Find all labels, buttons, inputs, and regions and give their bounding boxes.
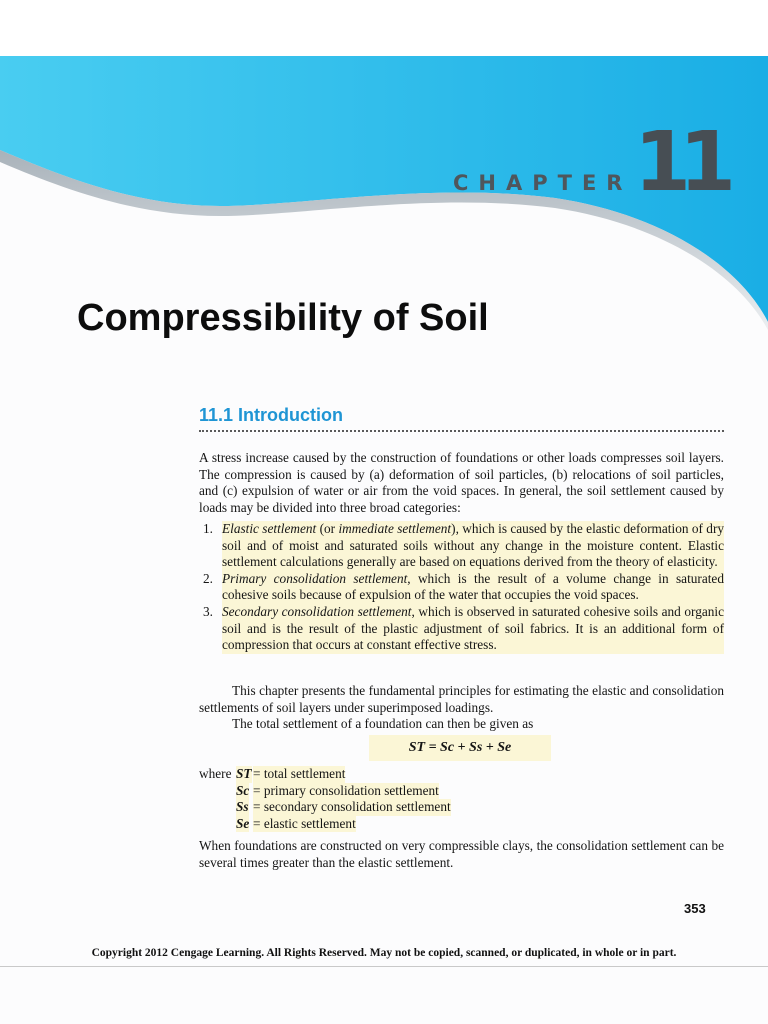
definition-symbol: Se [236, 815, 250, 831]
definition-symbol: Sc [236, 782, 250, 798]
list-item-number: 3. [203, 603, 213, 619]
list-item-description: , which is the result of a volume change in saturated cohesive soils because of expulsion of the water that occupies the void spaces. [222, 570, 724, 603]
chapter-title: Compressibility of Soil [77, 297, 489, 339]
where-label: where [199, 766, 232, 781]
definition-text: = primary consolidation settlement [253, 782, 439, 798]
paragraph-total-settlement: The total settlement of a foundation can then be given as [232, 716, 534, 731]
list-item-term: Primary consolidation settlement [222, 570, 408, 586]
intro-paragraph: A stress increase caused by the construction of foundations or other loads compresses soil layers. The compression is caused by (a) deformation of soil particles, (b) relocations of soil particles, and (c) expulsion of water or air from the void spaces. In general, the soil settlement caused by loads may be divided into three broad categories: [199, 450, 724, 515]
definition-text: = elastic settlement [253, 815, 356, 831]
list-item-text [222, 571, 724, 604]
list-item-description: , which is caused by the elastic deformation of dry soil and of moist and saturated soils without any change in the moisture content. Elastic settlement calculations generally are based on equations derived from the theory of elasticity. [222, 521, 725, 570]
list-item-term: Secondary consolidation settlement [222, 603, 412, 619]
paragraph-chapter-scope: This chapter presents the fundamental principles for estimating the elastic and consolidation settlements of soil layers under superimposed loadings. [199, 683, 724, 715]
footer-divider [0, 966, 768, 967]
chapter-number: 11 [634, 115, 725, 210]
definition-row [199, 783, 724, 800]
paragraph-compressible-clays: When foundations are constructed on very compressible clays, the consolidation settlement can be several times greater than the elastic settlement. [199, 838, 724, 870]
list-item-description: , which is observed in saturated cohesive soils and organic soil and is the result of the plastic adjustment of soil fabrics. It is an additional form of compression that occurs at constant effective stress. [222, 603, 724, 653]
list-item-text [222, 604, 724, 654]
definition-symbol: Ss [236, 799, 249, 815]
copyright-notice: Copyright 2012 Cengage Learning. All Rights Reserved. May not be copied, scanned, or duplicated, in whole or in part. [91, 947, 677, 959]
list-item-connector: (or [316, 521, 339, 536]
list-item [199, 571, 724, 604]
page-number: 353 [684, 901, 706, 916]
list-item-number: 2. [203, 570, 213, 586]
list-item-connector: ) [451, 521, 456, 536]
definition-text: = total settlement [253, 766, 346, 781]
list-item [199, 604, 724, 654]
symbol-definitions [199, 766, 724, 832]
chapter-label: CHAPTER [453, 171, 633, 195]
list-item-text [222, 521, 724, 571]
list-item-term: Elastic settlement [222, 521, 317, 536]
list-item-alt-term: immediate settlement [338, 521, 452, 536]
definition-text: = secondary consolidation settlement [253, 799, 451, 815]
definition-row [199, 766, 724, 783]
settlement-category-list [199, 521, 724, 654]
settlement-equation: ST = Sc + Ss + Se [369, 735, 551, 761]
definition-row [199, 816, 724, 833]
list-item [199, 521, 724, 571]
definition-symbol: ST [236, 766, 252, 781]
list-item-number: 1. [203, 521, 213, 536]
section-heading: 11.1 Introduction [199, 405, 724, 432]
definition-row [199, 799, 724, 816]
